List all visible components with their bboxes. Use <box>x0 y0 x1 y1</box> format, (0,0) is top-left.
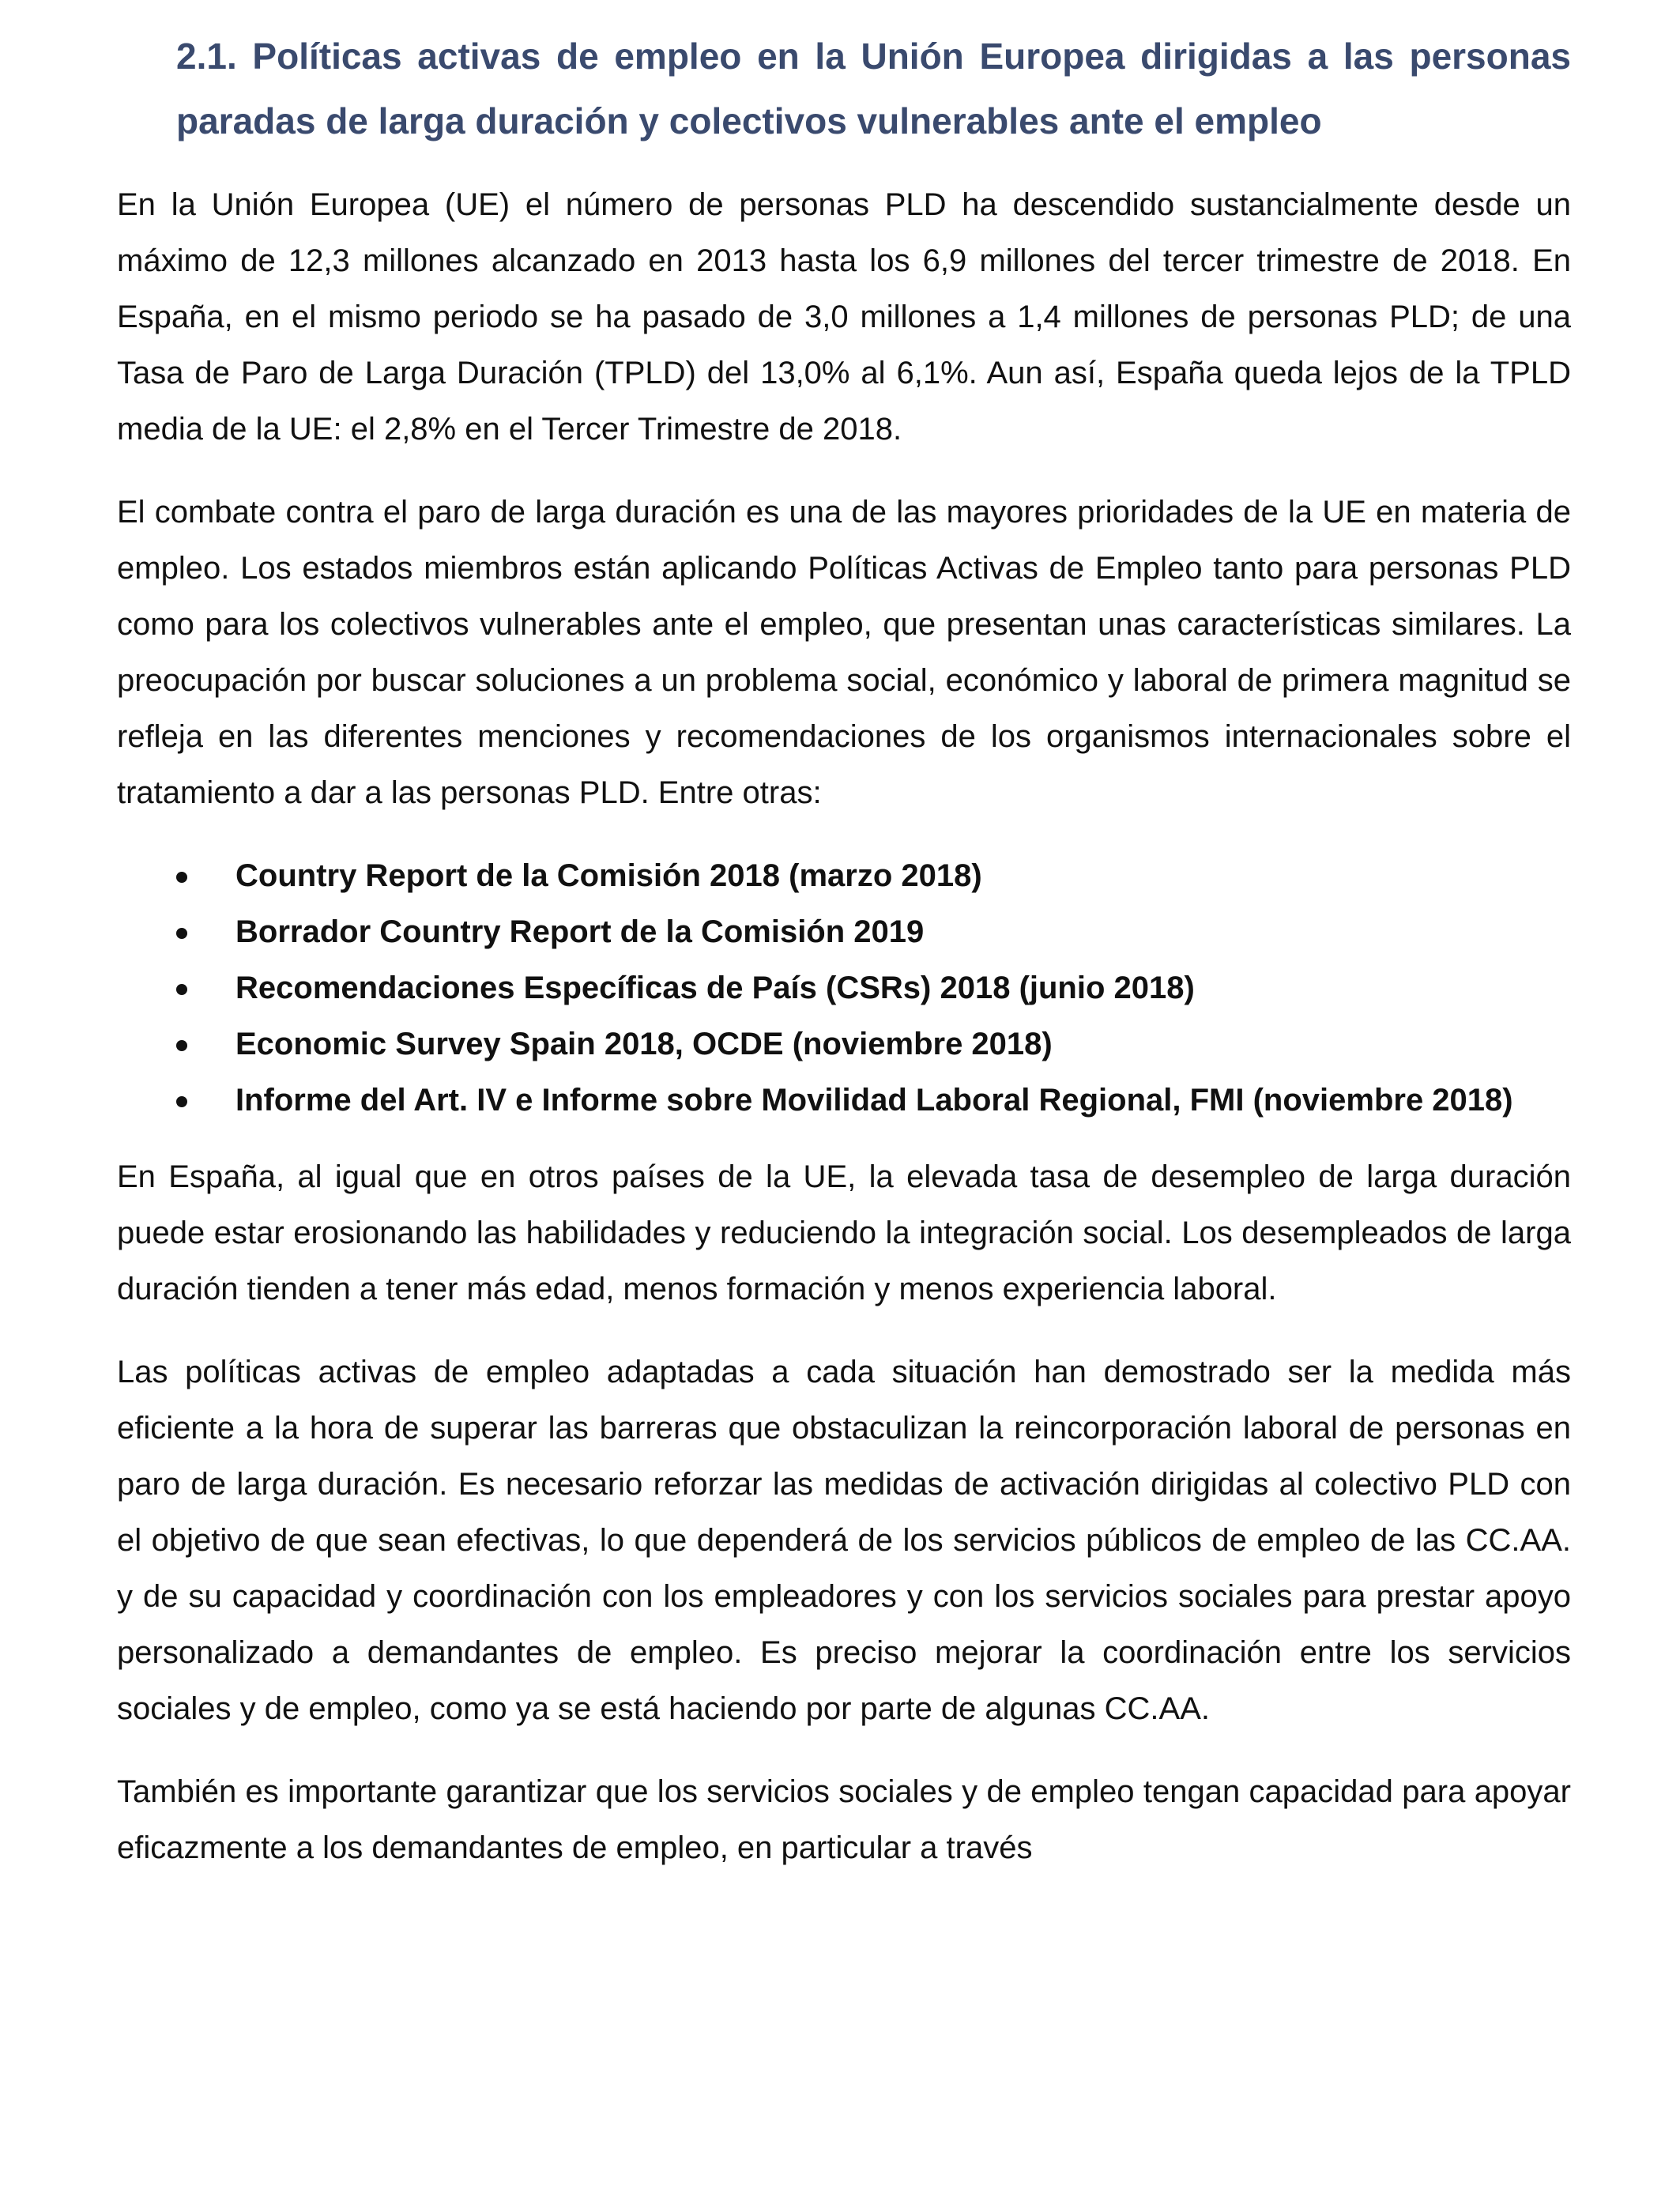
bullet-icon <box>176 984 187 995</box>
paragraph-spain: En España, al igual que en otros países de la UE, la elevada tasa de desempleo de larga duración puede estar erosionando las habilidades y reduciendo la integración social. Los desempleados de larga duración tienden a tener más edad, menos formación y menos experiencia laboral. <box>117 1159 1571 1306</box>
paragraph-services: También es importante garantizar que los servicios sociales y de empleo tengan capacidad para apoyar eficazmente a los demandantes de empleo, en particular a través <box>117 1774 1571 1865</box>
paragraph-active-policies: Las políticas activas de empleo adaptadas a cada situación han demostrado ser la medida más eficiente a la hora de superar las barreras que obstaculizan la reincorporación laboral de personas en paro de larga duración. Es necesario reforzar las medidas de activación dirigidas al colectivo PLD con el objetivo de que sean efectivas, lo que dependerá de los servicios públicos de empleo de las CC.AA. y de su capacidad y coordinación con los empleadores y con los servicios sociales para prestar apoyo personalizado a demandantes de empleo. Es preciso mejorar la coordinación entre los servicios sociales y de empleo, como ya se está haciendo por parte de algunas CC.AA. <box>117 1355 1571 1726</box>
bullet-icon <box>176 1096 187 1107</box>
list-item <box>117 960 1571 1016</box>
list-item-text: Borrador Country Report de la Comisión 2019 <box>235 914 925 949</box>
bullet-icon <box>176 1040 187 1051</box>
list-item <box>117 848 1571 904</box>
list-item-text: Recomendaciones Específicas de País (CSRs) 2018 (junio 2018) <box>235 971 1195 1005</box>
paragraph-priorities: El combate contra el paro de larga duración es una de las mayores prioridades de la UE en materia de empleo. Los estados miembros están aplicando Políticas Activas de Empleo tanto para personas PLD como para los colectivos vulnerables ante el empleo, que presentan unas características similares. La preocupación por buscar soluciones a un problema social, económico y laboral de primera magnitud se refleja en las diferentes menciones y recomendaciones de los organismos internacionales sobre el tratamiento a dar a las personas PLD. Entre otras: <box>117 495 1571 810</box>
list-item-text: Country Report de la Comisión 2018 (marzo 2018) <box>235 858 982 893</box>
document-page <box>117 24 1571 1903</box>
list-item-text: Economic Survey Spain 2018, OCDE (noviembre 2018) <box>235 1027 1053 1061</box>
list-item-text: Informe del Art. IV e Informe sobre Movilidad Laboral Regional, FMI (noviembre 2018) <box>235 1083 1513 1118</box>
list-item <box>117 1016 1571 1072</box>
paragraph-intro: En la Unión Europea (UE) el número de personas PLD ha descendido sustancialmente desde un máximo de 12,3 millones alcanzado en 2013 hasta los 6,9 millones del tercer trimestre de 2018. En España, en el mismo periodo se ha pasado de 3,0 millones a 1,4 millones de personas PLD; de una Tasa de Paro de Larga Duración (TPLD) del 13,0% al 6,1%. Aun así, España queda lejos de la TPLD media de la UE: el 2,8% en el Tercer Trimestre de 2018. <box>117 187 1571 447</box>
bullet-icon <box>176 872 187 883</box>
list-item <box>117 1072 1571 1129</box>
list-item <box>117 904 1571 960</box>
bullet-icon <box>176 928 187 939</box>
section-heading: 2.1. Políticas activas de empleo en la Unión Europea dirigidas a las personas paradas de larga duración y colectivos vulnerables ante el empleo <box>176 36 1571 141</box>
reports-list <box>117 848 1571 1129</box>
